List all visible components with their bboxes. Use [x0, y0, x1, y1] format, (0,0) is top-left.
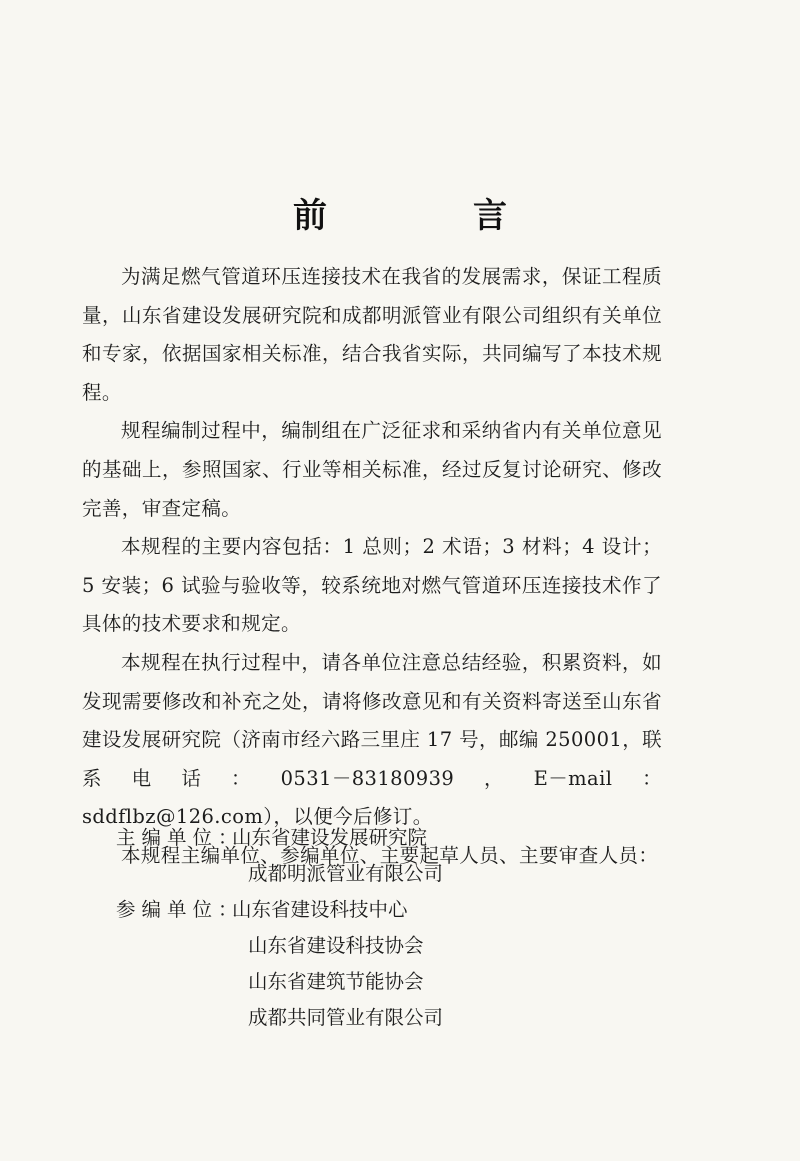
chief-editor-row-2	[116, 856, 676, 892]
paragraph-process: 规程编制过程中，编制组在广泛征求和采纳省内有关单位意见的基础上，参照国家、行业等相关标准，经过反复讨论研究、修改完善，审查定稿。	[82, 419, 662, 520]
preface-body	[82, 258, 662, 876]
paragraph-purpose: 为满足燃气管道环压连接技术在我省的发展需求，保证工程质量，山东省建设发展研究院和成都明派管业有限公司组织有关单位和专家，依据国家相关标准，结合我省实际，共同编写了本技术规程。	[82, 265, 662, 404]
chief-editor-label: 主编单位：	[116, 826, 244, 849]
participating-label: 参编单位：	[116, 898, 244, 921]
participating-row-4	[116, 1000, 676, 1036]
page-title: 前 言	[293, 196, 563, 236]
participating-row-2	[116, 928, 676, 964]
participating-unit: 山东省建设科技协会	[248, 934, 424, 957]
chief-editor-unit: 山东省建设发展研究院	[232, 826, 428, 849]
participating-row	[116, 892, 676, 928]
paragraph-units-intro: 本规程主编单位、参编单位、主要起草人员、主要审查人员：	[121, 843, 659, 867]
participating-row-3	[116, 964, 676, 1000]
participating-unit: 山东省建筑节能协会	[248, 970, 424, 993]
paragraph-feedback: 本规程在执行过程中，请各单位注意总结经验，积累资料，如发现需要修改和补充之处，请将修改意见和有关资料寄送至山东省建设发展研究院（济南市经六路三里庄 17 号，邮编 250001，联系电话：0531－83180939，E－mail：sddflbz@126.com），以便今后修订。	[82, 650, 662, 829]
units-list	[116, 820, 676, 1036]
participating-unit: 山东省建设科技中心	[232, 898, 408, 921]
participating-unit: 成都共同管业有限公司	[248, 1006, 444, 1029]
chief-editor-row	[116, 820, 676, 856]
chief-editor-unit: 成都明派管业有限公司	[248, 862, 444, 885]
paragraph-contents: 本规程的主要内容包括：1 总则；2 术语；3 材料；4 设计；5 安装；6 试验与验收等，较系统地对燃气管道环压连接技术作了具体的技术要求和规定。	[82, 535, 662, 636]
